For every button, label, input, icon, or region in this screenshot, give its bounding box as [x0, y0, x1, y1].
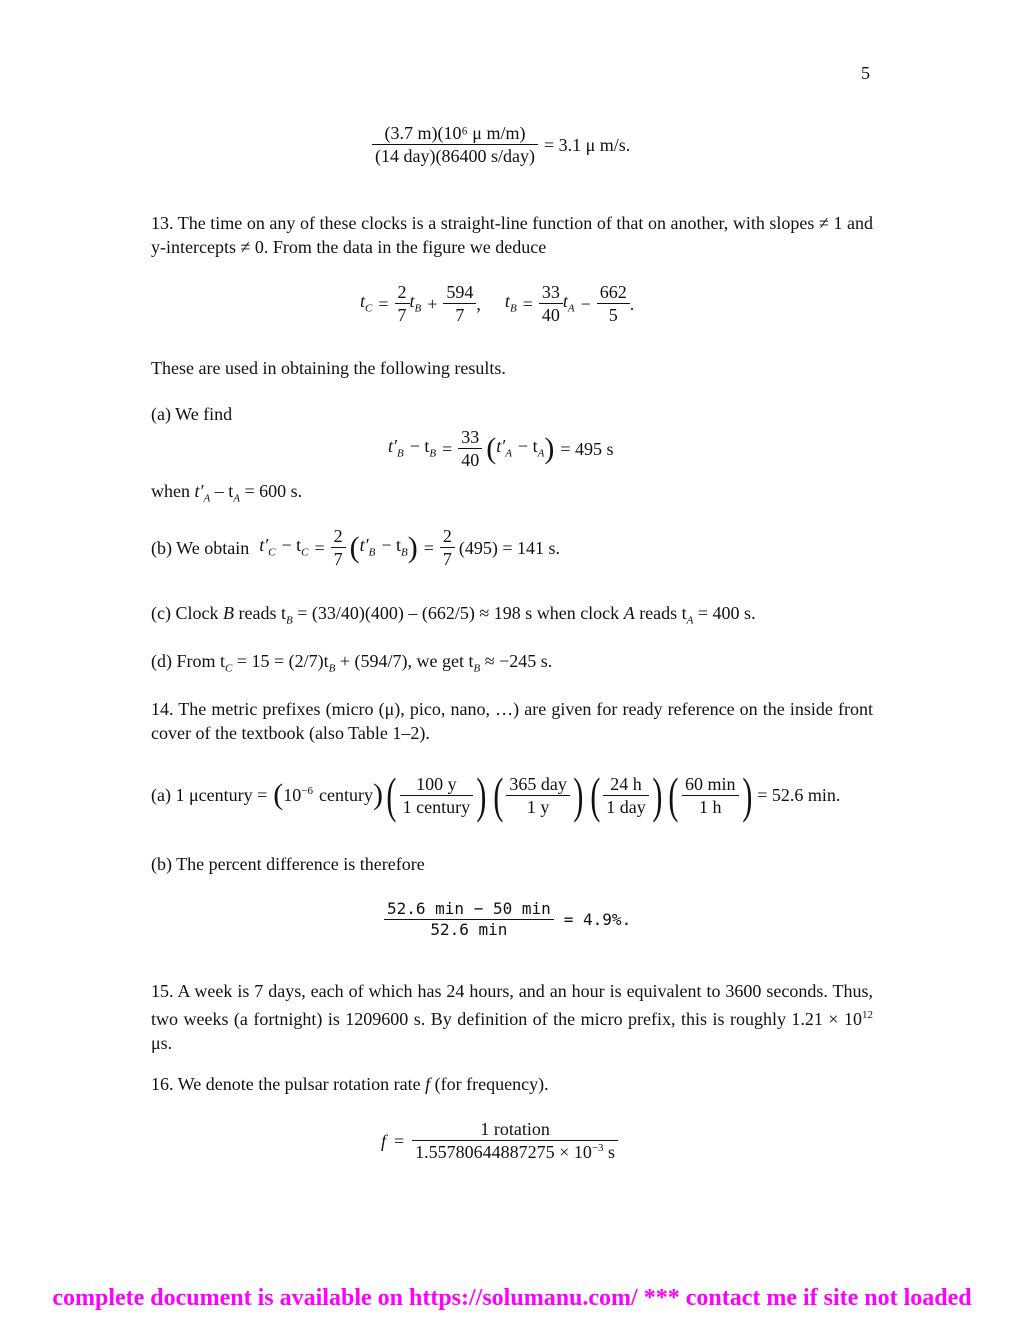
- problem-13-text: 13. The time on any of these clocks is a straight-line function of that on another, with slopes ≠ 1 and y-intercepts ≠ 0. From the data in the figure we deduce: [151, 213, 873, 257]
- equation-speed: [372, 124, 630, 165]
- problem-15-text: 15. A week is 7 days, each of which has 24 hours, and an hour is equivalent to 3600 seconds. Thus, two weeks (a fortnight) is 1209600 s. By definition of the micro prefix, this is roughly $1.21 \times 10^{12}$ μs.: [151, 981, 873, 1053]
- equation-13: $t_C$ = $\frac{2}{7}$ $t_B$ + $\frac{594}{7}$ , $t_B$ = $\frac{33}{40}$ $t_A$ − $\frac{662}{5}$ .: [360, 282, 635, 325]
- problem-16-text: 16. We denote the pulsar rotation rate f (for frequency).: [151, 1074, 549, 1094]
- part-d: (d) From $t_C = 15 = (2/7)t_B + (594/7)$, we get $t_B \approx -245$ s.: [151, 651, 553, 675]
- equation-a: $t'_B$ − $t_B$ = $\frac{33}{40}$ ( $t'_A$ − $t_A$ ) = 495 s: [388, 427, 614, 470]
- fraction: [372, 124, 538, 165]
- problem-14b-text: (b) The percent difference is therefore: [151, 854, 425, 874]
- page-number: 5: [861, 63, 870, 83]
- part-a-when: when $t'_A - t_A = 600$ s.: [151, 481, 303, 505]
- equation-14b: $\frac{52.6 \min - 50 \min}{52.6 \min}$ = 4.9%.: [384, 901, 631, 938]
- numerator: (3.7 m)(10⁶ μ m/m): [384, 123, 526, 143]
- part-a-label: (a) We find: [151, 404, 233, 424]
- equation-b: (b) We obtain $t'_C$ − $t_C$ = $\frac{2}{7}$ ( $t'_B$ − $t_B$ ) = $\frac{2}{7}$ (495) = 141 s.: [151, 526, 561, 569]
- footer-banner: complete document is available on https://solumanu.com/ *** contact me if site not loaded: [52, 1285, 972, 1311]
- problem-14-text: 14. The metric prefixes (micro (μ), pico, nano, …) are given for ready reference on the inside front cover of the textbook (also Table 1–2).: [151, 699, 873, 743]
- denominator: (14 day)(86400 s/day): [375, 146, 535, 166]
- equation-14a: (a) 1 μcentury = ( $10^{-6}$ century ) ( $\frac{100 y}{\text{1 century}}$ ) ( $\frac{\text{365 day}}{1 y}$ ) ( $\frac{24 h}{\text{1 day}}$ ) ( $\frac{60 \min}{1 h}$ ) = 52.6 min.: [151, 767, 841, 823]
- equation-16: f = $\frac{\text{1 rotation}}{1.55780644887275 \times 10^{-3} s}$: [381, 1120, 618, 1161]
- part-c: (c) Clock B reads $t_B = (33/40)(400) - (662/5) \approx 198$ s when clock A reads $t_A = 400$ s.: [151, 603, 756, 627]
- equation-rhs: = 3.1 μ m/s.: [543, 134, 631, 155]
- used-text: These are used in obtaining the following results.: [151, 358, 506, 378]
